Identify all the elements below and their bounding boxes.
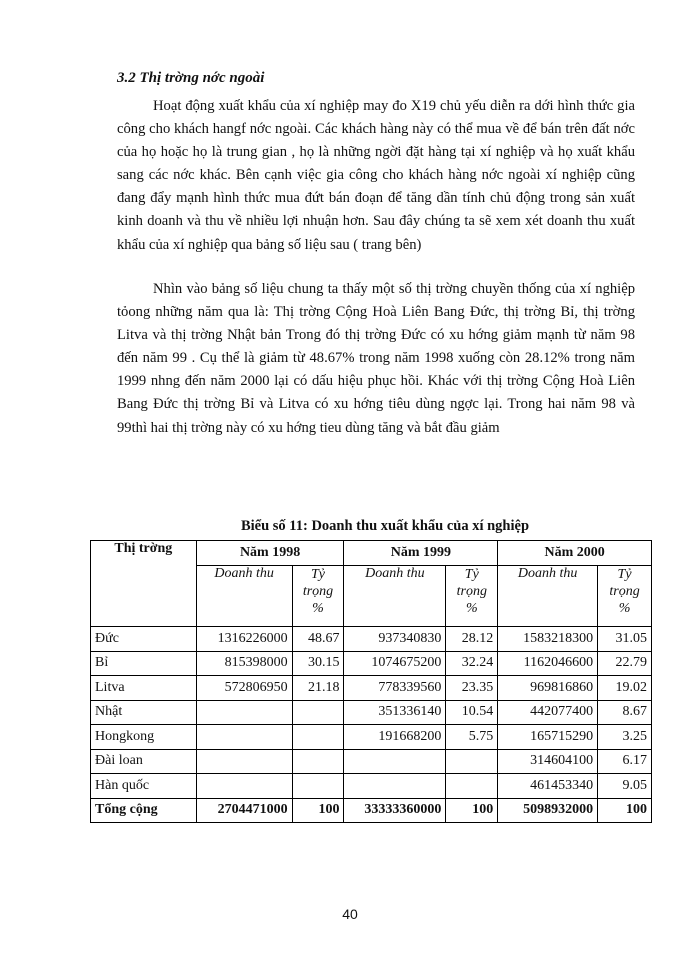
revenue-cell: 969816860 (498, 676, 598, 701)
share-cell: 28.12 (446, 627, 498, 652)
table-header-row (91, 541, 652, 566)
table-row (91, 749, 652, 774)
revenue-cell (196, 774, 292, 799)
header-year-2000: Năm 2000 (498, 541, 652, 566)
share-cell (292, 774, 344, 799)
subheader-share: Tỷ trọng % (292, 566, 344, 627)
revenue-cell: 572806950 (196, 676, 292, 701)
market-cell: Nhật (91, 700, 197, 725)
market-cell: Litva (91, 676, 197, 701)
share-cell: 32.24 (446, 651, 498, 676)
subheader-revenue: Doanh thu (498, 566, 598, 627)
share-cell: 8.67 (598, 700, 652, 725)
revenue-cell: 2704471000 (196, 798, 292, 823)
revenue-cell: 442077400 (498, 700, 598, 725)
revenue-cell (196, 725, 292, 750)
share-cell: 9.05 (598, 774, 652, 799)
revenue-cell: 1162046600 (498, 651, 598, 676)
header-year-1999: Năm 1999 (344, 541, 498, 566)
header-year-1998: Năm 1998 (196, 541, 344, 566)
market-cell: Đức (91, 627, 197, 652)
table-row (91, 774, 652, 799)
table-caption: Biểu số 11: Doanh thu xuất khẩu của xí nghiệp (240, 518, 530, 534)
paragraph-1: Hoạt động xuất khẩu của xí nghiệp may đo X19 chủ yếu diễn ra dới hình thức gia công cho khách hangf nớc ngoài. Các khách hàng này có thể mua về để bán trên đất nớc của họ hoặc họ là trung gian , họ là những ngời đặt hàng tại xí nghiệp và họ xuất khẩu sang các nớc khác. Bên cạnh việc gia công cho khách hàng nớc ngoài xí nghiệp cũng đang đẩy mạnh hình thức mua đứt bán đoạn để tăng dần tính chủ động trong sản xuất kinh doanh và thu về nhiều lợi nhuận hơn. Sau đây chúng ta sẽ xem xét doanh thu xuất khẩu của xí nghiệp qua bảng số liệu sau ( trang bên) (117, 98, 635, 253)
share-cell (292, 725, 344, 750)
revenue-cell: 778339560 (344, 676, 446, 701)
share-cell: 3.25 (598, 725, 652, 750)
market-cell: Bỉ (91, 651, 197, 676)
share-cell (292, 700, 344, 725)
share-cell: 19.02 (598, 676, 652, 701)
revenue-cell: 937340830 (344, 627, 446, 652)
table-row (91, 676, 652, 701)
table-row (91, 651, 652, 676)
revenue-cell: 1316226000 (196, 627, 292, 652)
share-cell: 23.35 (446, 676, 498, 701)
paragraph-2: Nhìn vào bảng số liệu chung ta thấy một số thị trờng chuyền thống của xí nghiệp tỏong những năm qua là: Thị trờng Cộng Hoà Liên Bang Đức, thị trờng Bỉ, thị trờng Litva và thị trờng Nhật bản Trong đó thị trờng Đức có xu hớng giảm mạnh từ năm 98 đến năm 99 . Cụ thể là giảm từ 48.67% trong năm 1998 xuống còn 28.12% trong năm 1999 nhng đến năm 2000 lại có dấu hiệu phục hồi. Khác với thị trờng Cộng Hoà Liên Bang Đức thị trờng Bỉ và Litva có xu hớng tiêu dùng ngợc lại. Trong hai năm 98 và 99thì hai thị trờng này có xu hớng tieu dùng tăng và bắt đầu giảm (117, 281, 635, 436)
header-market: Thị trờng (91, 541, 197, 627)
market-cell: Hongkong (91, 725, 197, 750)
revenue-cell (196, 700, 292, 725)
subheader-share: Tỷ trọng % (446, 566, 498, 627)
subheader-revenue: Doanh thu (196, 566, 292, 627)
share-cell (292, 749, 344, 774)
subheader-share: Tỷ trọng % (598, 566, 652, 627)
revenue-cell: 5098932000 (498, 798, 598, 823)
share-cell: 31.05 (598, 627, 652, 652)
revenue-cell (196, 749, 292, 774)
revenue-cell: 815398000 (196, 651, 292, 676)
market-cell: Hàn quốc (91, 774, 197, 799)
table-row (91, 627, 652, 652)
share-cell: 30.15 (292, 651, 344, 676)
share-cell (446, 774, 498, 799)
share-cell: 5.75 (446, 725, 498, 750)
export-revenue-table (90, 540, 652, 823)
revenue-cell: 191668200 (344, 725, 446, 750)
share-cell: 100 (446, 798, 498, 823)
table-row (91, 700, 652, 725)
share-cell: 10.54 (446, 700, 498, 725)
share-cell: 48.67 (292, 627, 344, 652)
share-cell (446, 749, 498, 774)
subheader-revenue: Doanh thu (344, 566, 446, 627)
share-cell: 100 (292, 798, 344, 823)
section-title: 3.2 Thị trờng nớc ngoài (117, 70, 265, 86)
revenue-cell: 461453340 (498, 774, 598, 799)
table-total-row (91, 798, 652, 823)
revenue-cell (344, 774, 446, 799)
revenue-cell: 1074675200 (344, 651, 446, 676)
share-cell: 22.79 (598, 651, 652, 676)
page-number: 40 (342, 906, 358, 922)
table-row (91, 725, 652, 750)
revenue-cell: 33333360000 (344, 798, 446, 823)
revenue-cell: 165715290 (498, 725, 598, 750)
share-cell: 6.17 (598, 749, 652, 774)
market-cell: Tổng cộng (91, 798, 197, 823)
share-cell: 21.18 (292, 676, 344, 701)
share-cell: 100 (598, 798, 652, 823)
revenue-cell (344, 749, 446, 774)
revenue-cell: 351336140 (344, 700, 446, 725)
revenue-cell: 314604100 (498, 749, 598, 774)
revenue-cell: 1583218300 (498, 627, 598, 652)
market-cell: Đài loan (91, 749, 197, 774)
